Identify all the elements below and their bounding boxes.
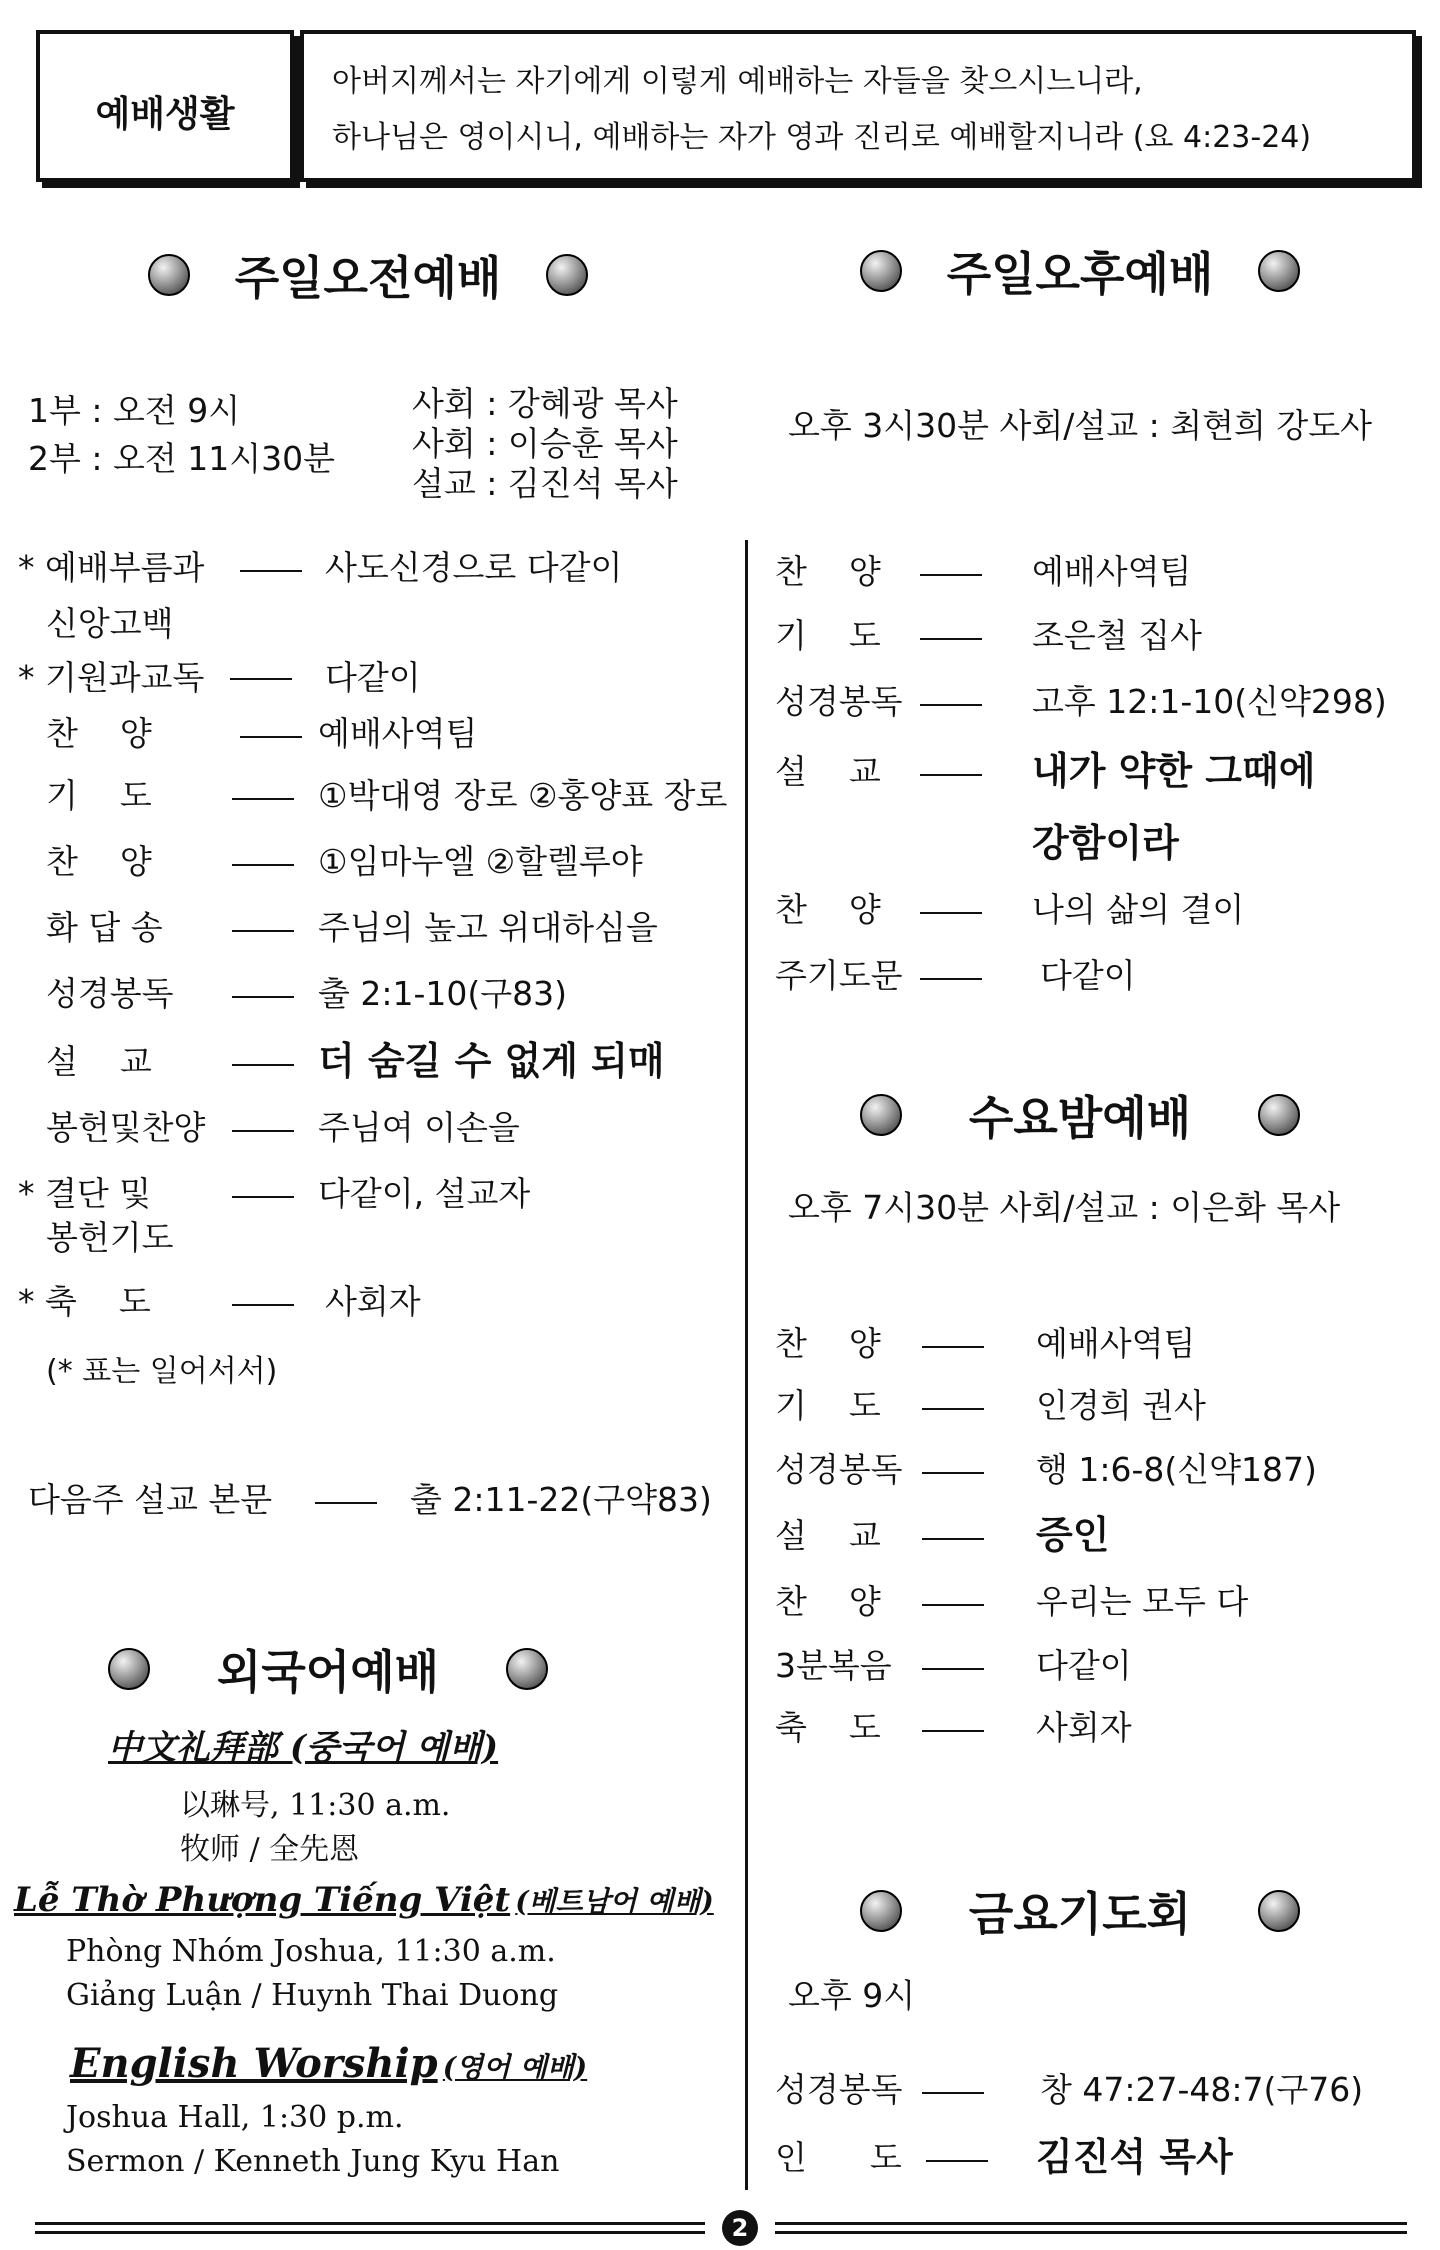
order-value: 창 47:27-48:7(구76): [1040, 2070, 1364, 2109]
leader-dash: [240, 570, 302, 572]
english-line-1: Joshua Hall, 1:30 p.m.: [66, 2100, 404, 2135]
footer-rule-left: [35, 2222, 705, 2234]
friday-heading: [860, 1876, 1300, 1946]
order-label: 설 교: [46, 1042, 152, 1081]
order-label-cont: 신앙고백: [46, 604, 174, 643]
leader-dash: [920, 912, 982, 914]
order-label: 찬 양: [775, 552, 881, 591]
order-label: 찬 양: [775, 1324, 881, 1363]
order-label: 성경봉독: [775, 2070, 903, 2109]
order-label: 성경봉독: [46, 974, 174, 1013]
leader-dash: [922, 1668, 984, 1670]
wednesday-heading: [860, 1080, 1300, 1150]
bullet-icon: [860, 250, 902, 292]
leader-dash: [240, 736, 302, 738]
bullet-icon: [1258, 250, 1300, 292]
order-label: * 결단 및: [18, 1174, 152, 1213]
bullet-icon: [860, 1890, 902, 1932]
leader-dash: [232, 996, 294, 998]
order-label: 기 도: [46, 776, 152, 815]
standing-note: (* 표는 일어서서): [46, 1354, 278, 1389]
order-label: 찬 양: [46, 842, 152, 881]
page-number: 2: [722, 2210, 758, 2246]
order-value: 예배사역팀: [318, 714, 478, 753]
chinese-line-2: 牧师 / 全先恩: [180, 1832, 360, 1867]
header-verse-box: [300, 30, 1416, 182]
column-divider: [745, 540, 748, 2190]
afternoon-sermon-title-cont: 강함이라: [1032, 821, 1179, 865]
bullet-icon: [1258, 1890, 1300, 1932]
leader-dash: [920, 774, 982, 776]
order-label: 기 도: [775, 1386, 881, 1425]
order-value: 행 1:6-8(신약187): [1036, 1450, 1317, 1489]
order-label: 성경봉독: [775, 682, 903, 721]
bullet-icon: [860, 1094, 902, 1136]
leader-dash: [922, 2092, 984, 2094]
leader-dash: [920, 638, 982, 640]
order-value: 다같이: [325, 658, 421, 697]
header-title-box: [36, 30, 294, 182]
viet-title-row: [14, 1880, 714, 1920]
leader-dash: [926, 2160, 988, 2162]
english-title-row: [70, 2040, 587, 2087]
afternoon-title: 주일오후예배: [946, 247, 1214, 301]
order-label: * 예배부름과: [18, 548, 205, 587]
morning-leader-2: 사회 : 이승훈 목사: [412, 424, 678, 463]
afternoon-heading: [860, 236, 1300, 306]
wednesday-info: 오후 7시30분 사회/설교 : 이은화 목사: [788, 1188, 1341, 1227]
bullet-icon: [1258, 1094, 1300, 1136]
order-value: 다같이: [1036, 1646, 1132, 1685]
english-service-suffix: (영어 예배): [442, 2051, 588, 2084]
leader-dash: [232, 1196, 294, 1198]
leader-dash: [232, 864, 294, 866]
order-label: 찬 양: [775, 1582, 881, 1621]
order-value: ①임마누엘 ②할렐루야: [318, 842, 643, 881]
footer-rule-right: [775, 2222, 1407, 2234]
order-value: 우리는 모두 다: [1036, 1582, 1249, 1621]
leader-dash: [922, 1730, 984, 1732]
order-label: 화 답 송: [46, 908, 163, 947]
order-value: 나의 삶의 결이: [1032, 890, 1245, 929]
next-week-text: 출 2:11-22(구약83): [410, 1480, 712, 1519]
friday-leader: 김진석 목사: [1036, 2135, 1233, 2179]
order-value: 다같이: [1040, 956, 1136, 995]
verse-line-2: 하나님은 영이시니, 예배하는 자가 영과 진리로 예배할지니라 (요 4:23-24): [332, 120, 1312, 155]
morning-time-1: 1부 : 오전 9시: [28, 391, 241, 430]
leader-dash: [920, 574, 982, 576]
morning-time-2: 2부 : 오전 11시30분: [28, 439, 335, 478]
morning-title: 주일오전예배: [234, 251, 502, 305]
order-label: 찬 양: [46, 714, 152, 753]
viet-line-1: Phòng Nhóm Joshua, 11:30 a.m.: [66, 1934, 556, 1969]
order-label: 주기도문: [775, 956, 903, 995]
order-label: * 기원과교독: [18, 658, 205, 697]
foreign-heading: [108, 1634, 548, 1704]
order-label: 3분복음: [775, 1646, 892, 1685]
afternoon-sermon-title: 내가 약한 그때에: [1032, 749, 1316, 793]
english-line-2: Sermon / Kenneth Jung Kyu Han: [66, 2144, 560, 2179]
leader-dash: [922, 1472, 984, 1474]
morning-preacher: 설교 : 김진석 목사: [412, 464, 678, 503]
viet-line-2: Giảng Luận / Huynh Thai Duong: [66, 1978, 559, 2013]
order-label: 설 교: [775, 752, 881, 791]
order-value: ①박대영 장로 ②홍양표 장로: [318, 776, 728, 815]
order-value: 사회자: [325, 1282, 421, 1321]
order-value: 출 2:1-10(구83): [318, 974, 567, 1013]
leader-dash: [232, 1304, 294, 1306]
order-value: 조은철 집사: [1032, 616, 1202, 655]
leader-dash: [232, 1064, 294, 1066]
order-value: 예배사역팀: [1036, 1324, 1196, 1363]
viet-service-title: Lễ Thờ Phượng Tiếng Việt: [14, 1880, 511, 1920]
order-label: * 축 도: [18, 1282, 151, 1321]
order-value: 다같이, 설교자: [318, 1174, 531, 1213]
order-value: 사회자: [1036, 1708, 1132, 1747]
order-value: 주님의 높고 위대하심을: [318, 908, 658, 947]
viet-service-suffix: (베트남어 예배): [515, 1885, 714, 1918]
bullet-icon: [546, 254, 588, 296]
leader-dash: [232, 930, 294, 932]
order-label: 설 교: [775, 1516, 881, 1555]
order-label: 성경봉독: [775, 1450, 903, 1489]
bullet-icon: [148, 254, 190, 296]
bullet-icon: [108, 1648, 150, 1690]
leader-dash: [315, 1502, 377, 1504]
chinese-line-1: 以琳号, 11:30 a.m.: [180, 1788, 451, 1823]
order-label: 인 도: [775, 2138, 902, 2177]
leader-dash: [920, 978, 982, 980]
leader-dash: [920, 704, 982, 706]
leader-dash: [922, 1604, 984, 1606]
english-service-title: English Worship: [70, 2040, 438, 2087]
order-value: 인경희 권사: [1036, 1386, 1206, 1425]
order-label: 기 도: [775, 616, 881, 655]
leader-dash: [922, 1408, 984, 1410]
leader-dash: [922, 1538, 984, 1540]
friday-title: 금요기도회: [968, 1887, 1192, 1941]
order-label: 축 도: [775, 1708, 881, 1747]
next-week-label: 다음주 설교 본문: [28, 1480, 273, 1519]
foreign-title: 외국어예배: [216, 1645, 440, 1699]
order-label: 봉헌및찬양: [46, 1108, 206, 1147]
afternoon-info: 오후 3시30분 사회/설교 : 최현희 강도사: [788, 406, 1372, 445]
chinese-service-title: 中文礼拜部 (중국어 예배): [108, 1728, 499, 1768]
morning-sermon-title: 더 숨길 수 없게 되매: [318, 1039, 665, 1083]
leader-dash: [922, 1346, 984, 1348]
morning-leader-1: 사회 : 강혜광 목사: [412, 384, 678, 423]
friday-time: 오후 9시: [788, 1976, 916, 2015]
order-value: 고후 12:1-10(신약298): [1032, 682, 1387, 721]
header-title: 예배생활: [95, 94, 235, 135]
wednesday-sermon-title: 증인: [1036, 1513, 1110, 1557]
bullet-icon: [506, 1648, 548, 1690]
leader-dash: [232, 1130, 294, 1132]
verse-line-1: 아버지께서는 자기에게 이렇게 예배하는 자들을 찾으시느니라,: [332, 64, 1143, 99]
wednesday-title: 수요밤예배: [968, 1091, 1192, 1145]
leader-dash: [230, 678, 292, 680]
order-value: 사도신경으로 다같이: [325, 548, 623, 587]
order-label-cont: 봉헌기도: [46, 1218, 174, 1257]
morning-heading: [148, 240, 588, 310]
order-label: 찬 양: [775, 890, 881, 929]
leader-dash: [232, 798, 294, 800]
order-value: 예배사역팀: [1032, 552, 1192, 591]
order-value: 주님여 이손을: [318, 1108, 520, 1147]
